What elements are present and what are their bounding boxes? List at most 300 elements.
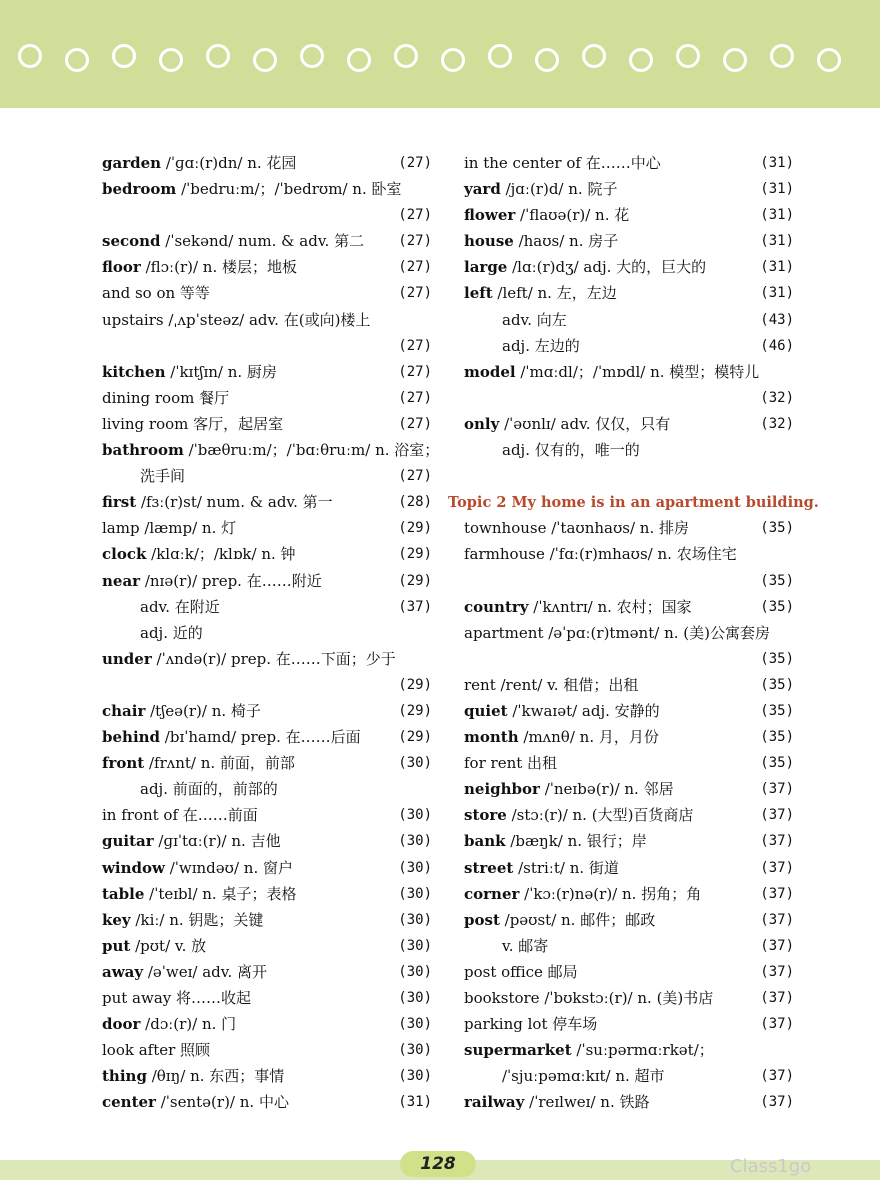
entry-text bbox=[102, 806, 258, 824]
watermark-text: Class1go bbox=[730, 1156, 812, 1177]
entry-definition: /ˈflaʊə(r)/ n. 花 bbox=[515, 206, 630, 225]
vocab-entry bbox=[464, 437, 794, 463]
entry-text bbox=[464, 363, 759, 381]
entry-definition: living room 客厅，起居室 bbox=[102, 414, 284, 433]
vocab-entry bbox=[464, 724, 794, 750]
circle-decoration-icon bbox=[394, 44, 418, 68]
entry-definition: /ˈsuːpərmɑːrkət/； bbox=[571, 1041, 714, 1060]
entry-text bbox=[102, 284, 210, 302]
vocab-entry bbox=[102, 594, 432, 620]
entry-definition: /nɪə(r)/ prep. 在……附近 bbox=[140, 571, 322, 590]
entry-text bbox=[102, 1093, 289, 1111]
entry-page-ref: (37) bbox=[398, 598, 432, 615]
entry-text bbox=[464, 1093, 650, 1111]
entry-definition: in the center of 在……中心 bbox=[464, 154, 661, 172]
entry-definition: /stɔː(r)/ n. (大型)百货商店 bbox=[506, 806, 694, 825]
entry-definition: /θɪŋ/ n. 东西；事情 bbox=[146, 1067, 285, 1086]
entry-text bbox=[464, 441, 640, 459]
entry-text bbox=[464, 728, 659, 746]
entry-page-ref: (30) bbox=[398, 1042, 432, 1059]
entry-page-ref: (31) bbox=[760, 285, 794, 302]
entry-page-ref: (31) bbox=[760, 233, 794, 250]
circle-decoration-icon bbox=[488, 44, 512, 68]
topic-heading bbox=[448, 489, 819, 515]
entry-text bbox=[102, 832, 281, 850]
entry-text bbox=[464, 963, 578, 981]
entry-definition: /ˈwɪndəʊ/ n. 窗户 bbox=[164, 858, 293, 877]
entry-text bbox=[102, 389, 229, 407]
vocab-entry bbox=[464, 802, 794, 828]
entry-text bbox=[464, 598, 692, 616]
vocab-entry bbox=[102, 698, 432, 724]
page-number: 128 bbox=[400, 1151, 476, 1177]
vocab-entry bbox=[464, 594, 794, 620]
vocab-entry bbox=[102, 959, 432, 985]
entry-page-ref: (27) bbox=[398, 389, 432, 406]
vocab-entry bbox=[102, 541, 432, 567]
entry-text bbox=[464, 519, 689, 537]
entry-definition: /ˈbæθruːm/；/ˈbɑːθruːm/ n. 浴室； bbox=[183, 441, 440, 460]
vocab-entry bbox=[464, 828, 794, 854]
entry-headword: behind bbox=[102, 728, 161, 747]
entry-page-ref: (31) bbox=[760, 181, 794, 198]
entry-page-ref: (28) bbox=[398, 494, 432, 511]
entry-text bbox=[102, 519, 236, 537]
circle-decoration-icon bbox=[253, 48, 277, 72]
entry-headword: post bbox=[464, 910, 500, 929]
vocab-entry bbox=[102, 985, 432, 1011]
entry-definition: lamp /læmp/ n. 灯 bbox=[102, 519, 237, 538]
entry-text bbox=[102, 702, 261, 720]
entry-definition: /fɜː(r)st/ num. & adv. 第一 bbox=[136, 493, 333, 512]
entry-text bbox=[464, 337, 580, 355]
entry-page-ref: (35) bbox=[760, 755, 794, 772]
entry-page-ref: (43) bbox=[760, 311, 794, 328]
entry-text bbox=[464, 284, 617, 302]
circle-decoration-icon bbox=[582, 44, 606, 68]
entry-page-ref: (37) bbox=[760, 963, 794, 980]
entry-page-ref: (37) bbox=[760, 911, 794, 928]
entry-page-ref: (30) bbox=[398, 1016, 432, 1033]
entry-page-ref: (32) bbox=[760, 415, 794, 432]
entry-page-ref: (29) bbox=[398, 572, 432, 589]
entry-definition: rent /rent/ v. 租借；出租 bbox=[464, 675, 639, 694]
entry-definition: /ˈkwaɪət/ adj. 安静的 bbox=[507, 701, 660, 720]
vocab-entry bbox=[102, 802, 432, 828]
circle-decoration-icon bbox=[347, 48, 371, 72]
entry-text bbox=[102, 441, 439, 459]
entry-text bbox=[102, 989, 251, 1007]
entry-definition: /jɑː(r)d/ n. 院子 bbox=[500, 180, 618, 199]
vocab-entry bbox=[464, 672, 794, 698]
vocab-entry bbox=[102, 907, 432, 933]
entry-text bbox=[102, 937, 206, 955]
circle-decoration-icon bbox=[65, 48, 89, 72]
entry-page-ref: (27) bbox=[398, 363, 432, 380]
circle-decoration-icon bbox=[817, 48, 841, 72]
entry-text bbox=[102, 1067, 284, 1085]
entry-headword: bedroom bbox=[102, 180, 177, 199]
entry-text bbox=[102, 415, 283, 433]
entry-page-ref: (37) bbox=[760, 781, 794, 798]
vocab-entry bbox=[102, 176, 432, 202]
vocab-entry bbox=[464, 985, 794, 1011]
circle-decoration-icon bbox=[159, 48, 183, 72]
entry-text bbox=[464, 780, 674, 798]
vocab-entry bbox=[464, 776, 794, 802]
entry-page-ref: (27) bbox=[398, 155, 432, 171]
entry-page-ref: (27) bbox=[398, 207, 432, 224]
vocab-entry bbox=[102, 280, 432, 306]
entry-headword: country bbox=[464, 597, 529, 616]
entry-text bbox=[102, 232, 364, 250]
entry-page-ref: (37) bbox=[760, 937, 794, 954]
entry-text bbox=[464, 415, 670, 433]
entry-definition: 洗手间 bbox=[140, 467, 186, 486]
entry-text bbox=[102, 1041, 210, 1059]
entry-headword: supermarket bbox=[464, 1041, 572, 1060]
vocab-entry bbox=[464, 750, 794, 776]
vocab-entry bbox=[464, 254, 794, 280]
entry-headword: floor bbox=[102, 258, 141, 277]
entry-page-ref: (29) bbox=[398, 729, 432, 746]
entry-text bbox=[464, 258, 706, 276]
entry-page-ref: (29) bbox=[398, 702, 432, 719]
entry-headword: table bbox=[102, 884, 145, 903]
entry-headword: quiet bbox=[464, 701, 508, 720]
entry-page-ref: (46) bbox=[760, 337, 794, 354]
entry-text bbox=[102, 363, 277, 381]
entry-page-ref: (35) bbox=[760, 650, 794, 667]
entry-text bbox=[102, 650, 396, 668]
entry-text bbox=[464, 206, 629, 224]
entry-text bbox=[464, 154, 661, 172]
entry-page-ref: (31) bbox=[760, 207, 794, 224]
entry-definition: /ɡɪˈtɑː(r)/ n. 吉他 bbox=[153, 832, 281, 851]
entry-definition: /dɔː(r)/ n. 门 bbox=[140, 1015, 237, 1034]
entry-definition: /ˈɡɑː(r)dn/ n. 花园 bbox=[161, 154, 297, 172]
vocab-entry bbox=[464, 1063, 794, 1089]
vocab-entry bbox=[464, 541, 794, 567]
entry-page-ref: (37) bbox=[760, 1016, 794, 1033]
vocab-entry bbox=[102, 724, 432, 750]
entry-page-ref: (30) bbox=[398, 807, 432, 824]
vocab-entry bbox=[102, 1011, 432, 1037]
entry-definition: adj. 近的 bbox=[140, 623, 203, 642]
vocab-entry bbox=[102, 1037, 432, 1063]
entry-page-ref: (31) bbox=[398, 1094, 432, 1111]
entry-headword: flower bbox=[464, 206, 516, 225]
vocab-entry bbox=[464, 515, 794, 541]
vocab-entry bbox=[464, 881, 794, 907]
entry-page-ref: (31) bbox=[760, 259, 794, 276]
vocab-entry bbox=[464, 855, 794, 881]
entry-text bbox=[464, 832, 647, 850]
entry-headword: store bbox=[464, 806, 507, 825]
circle-decoration-icon bbox=[629, 48, 653, 72]
entry-headword: clock bbox=[102, 545, 147, 564]
circle-decoration-icon bbox=[535, 48, 559, 72]
entry-definition: /ˈmɑːdl/；/ˈmɒdl/ n. 模型；模特儿 bbox=[515, 362, 760, 381]
entry-headword: model bbox=[464, 362, 516, 381]
entry-page-ref: (37) bbox=[760, 859, 794, 876]
entry-text bbox=[464, 989, 713, 1007]
entry-page-ref: (30) bbox=[398, 859, 432, 876]
entry-text bbox=[102, 754, 295, 772]
entry-definition: and so on 等等 bbox=[102, 284, 210, 303]
entry-headword: second bbox=[102, 232, 161, 251]
entry-page-ref: (29) bbox=[398, 676, 432, 693]
vocab-entry bbox=[102, 515, 432, 541]
vocab-entry bbox=[464, 385, 794, 411]
vocab-entry bbox=[102, 1063, 432, 1089]
entry-headword: center bbox=[102, 1093, 156, 1112]
entry-headword: bank bbox=[464, 832, 506, 851]
entry-text bbox=[464, 624, 770, 642]
vocab-entry bbox=[102, 463, 432, 489]
entry-page-ref: (30) bbox=[398, 833, 432, 850]
vocab-entry bbox=[464, 933, 794, 959]
entry-definition: /ˈreɪlweɪ/ n. 铁路 bbox=[524, 1093, 650, 1112]
entry-page-ref: (30) bbox=[398, 1068, 432, 1085]
entry-page-ref: (35) bbox=[760, 729, 794, 746]
vocab-entry bbox=[102, 568, 432, 594]
circle-decoration-icon bbox=[112, 44, 136, 68]
entry-page-ref: (27) bbox=[398, 233, 432, 250]
entry-page-ref: (35) bbox=[760, 572, 794, 589]
entry-definition: farmhouse /ˈfɑː(r)mhaʊs/ n. 农场住宅 bbox=[464, 545, 737, 564]
entry-headword: put bbox=[102, 936, 131, 955]
circle-decoration-icon bbox=[770, 44, 794, 68]
entry-headword: month bbox=[464, 728, 519, 747]
entry-definition: /ˈsekənd/ num. & adv. 第二 bbox=[160, 232, 365, 251]
entry-definition: /lɑː(r)dʒ/ adj. 大的，巨大的 bbox=[507, 258, 707, 277]
circle-decoration-icon bbox=[300, 44, 324, 68]
vocab-entry bbox=[464, 698, 794, 724]
entry-definition: /ˈəʊnlɪ/ adv. 仅仅，只有 bbox=[499, 414, 671, 433]
entry-text bbox=[102, 598, 220, 616]
circle-decoration-icon bbox=[18, 44, 42, 68]
entry-text bbox=[102, 885, 296, 903]
vocab-entry bbox=[102, 881, 432, 907]
entry-headword: railway bbox=[464, 1093, 525, 1112]
entry-definition: adv. 在附近 bbox=[140, 597, 220, 616]
vocab-entry bbox=[464, 333, 794, 359]
vocab-entry bbox=[102, 646, 432, 672]
entry-text bbox=[464, 545, 737, 563]
entry-definition: look after 照顾 bbox=[102, 1041, 211, 1060]
entry-definition: /ˈneɪbə(r)/ n. 邻居 bbox=[539, 780, 674, 799]
entry-definition: /ˈkɔː(r)nə(r)/ n. 拐角；角 bbox=[519, 884, 702, 903]
vocab-entry bbox=[102, 672, 432, 698]
entry-headword: garden bbox=[102, 154, 162, 172]
entry-definition: /flɔː(r)/ n. 楼层；地板 bbox=[140, 258, 298, 277]
vocab-entry bbox=[102, 1089, 432, 1115]
entry-text bbox=[102, 859, 293, 877]
entry-headword: window bbox=[102, 858, 165, 877]
entry-text bbox=[102, 911, 263, 929]
entry-page-ref: (32) bbox=[760, 389, 794, 406]
entry-headword: kitchen bbox=[102, 362, 166, 381]
entry-headword: neighbor bbox=[464, 780, 540, 799]
vocab-entry bbox=[464, 620, 794, 646]
entry-definition: /klɑːk/；/klɒk/ n. 钟 bbox=[146, 545, 296, 564]
entry-headword: thing bbox=[102, 1067, 147, 1086]
circle-decoration-icon bbox=[676, 44, 700, 68]
entry-definition: /striːt/ n. 街道 bbox=[513, 858, 619, 877]
entry-page-ref: (30) bbox=[398, 963, 432, 980]
entry-text bbox=[102, 154, 296, 172]
entry-definition: /ˈkɪtʃɪn/ n. 厨房 bbox=[165, 362, 277, 381]
entry-page-ref: (27) bbox=[398, 468, 432, 485]
vocab-entry bbox=[102, 385, 432, 411]
entry-text bbox=[464, 911, 655, 929]
entry-text bbox=[102, 780, 278, 798]
entry-page-ref: (37) bbox=[760, 990, 794, 1006]
vocab-entry bbox=[102, 750, 432, 776]
right-vocab-column bbox=[448, 150, 819, 1115]
entry-headword: only bbox=[464, 414, 500, 433]
entry-headword: key bbox=[102, 910, 131, 929]
vocab-entry bbox=[102, 855, 432, 881]
vocab-entry bbox=[464, 1037, 794, 1063]
entry-text bbox=[102, 311, 370, 329]
entry-definition: /ˈkʌntrɪ/ n. 农村；国家 bbox=[528, 597, 692, 616]
vocab-entry bbox=[464, 228, 794, 254]
entry-text bbox=[464, 311, 567, 329]
entry-headword: guitar bbox=[102, 832, 154, 851]
entry-definition: in front of 在……前面 bbox=[102, 806, 258, 825]
entry-definition: /ˈsentə(r)/ n. 中心 bbox=[155, 1093, 289, 1112]
entry-text bbox=[102, 624, 203, 642]
entry-definition: /ˈʌndə(r)/ prep. 在……下面；少于 bbox=[151, 649, 396, 668]
vocab-entry bbox=[102, 254, 432, 280]
entry-definition: /ˈbedruːm/；/ˈbedrʊm/ n. 卧室 bbox=[176, 180, 402, 199]
entry-page-ref: (37) bbox=[760, 807, 794, 824]
entry-text bbox=[102, 1015, 236, 1033]
entry-page-ref: (27) bbox=[398, 415, 432, 432]
entry-text bbox=[464, 702, 660, 720]
entry-text bbox=[464, 885, 701, 903]
entry-text bbox=[464, 1067, 665, 1085]
entry-page-ref: (30) bbox=[398, 937, 432, 954]
entry-page-ref: (30) bbox=[398, 885, 432, 902]
entry-page-ref: (27) bbox=[398, 337, 432, 354]
entry-text bbox=[464, 676, 638, 694]
entry-text bbox=[464, 754, 557, 772]
entry-definition: /tʃeə(r)/ n. 椅子 bbox=[145, 701, 261, 720]
circle-decoration-icon bbox=[206, 44, 230, 68]
entry-page-ref: (35) bbox=[760, 598, 794, 615]
entry-page-ref: (35) bbox=[760, 520, 794, 537]
entry-definition: /frʌnt/ n. 前面，前部 bbox=[144, 754, 295, 773]
entry-page-ref: (27) bbox=[398, 285, 432, 302]
vocab-entry bbox=[464, 202, 794, 228]
vocab-entry bbox=[102, 202, 432, 228]
entry-text bbox=[464, 1015, 597, 1033]
entry-headword: left bbox=[464, 284, 493, 303]
entry-headword: first bbox=[102, 493, 137, 512]
header-banner bbox=[0, 0, 880, 108]
vocab-entry bbox=[464, 907, 794, 933]
entry-text bbox=[464, 232, 618, 250]
entry-definition: townhouse /ˈtaʊnhaʊs/ n. 排房 bbox=[464, 519, 689, 538]
entry-headword: large bbox=[464, 258, 508, 277]
entry-page-ref: (30) bbox=[398, 990, 432, 1006]
entry-text bbox=[102, 493, 333, 511]
entry-definition: /haʊs/ n. 房子 bbox=[513, 232, 619, 251]
vocab-entry bbox=[102, 333, 432, 359]
entry-definition: adj. 仅有的，唯一的 bbox=[502, 441, 640, 460]
entry-definition: /əˈweɪ/ adv. 离开 bbox=[143, 962, 268, 981]
entry-definition: /ˈteɪbl/ n. 桌子；表格 bbox=[144, 884, 297, 903]
entry-headword: door bbox=[102, 1015, 141, 1034]
entry-definition: post office 邮局 bbox=[464, 962, 578, 981]
vocab-entry bbox=[102, 620, 432, 646]
entry-headword: house bbox=[464, 232, 514, 251]
entry-page-ref: (35) bbox=[760, 676, 794, 693]
entry-text bbox=[102, 728, 361, 746]
vocab-entry bbox=[102, 228, 432, 254]
vocab-entry bbox=[464, 359, 794, 385]
entry-page-ref: (29) bbox=[398, 546, 432, 563]
vocab-entry bbox=[102, 359, 432, 385]
entry-definition: parking lot 停车场 bbox=[464, 1015, 598, 1034]
entry-headword: street bbox=[464, 858, 514, 877]
topic-title: Topic 2 My home is in an apartment building. bbox=[448, 494, 819, 512]
entry-page-ref: (31) bbox=[760, 155, 794, 171]
entry-text bbox=[102, 545, 296, 563]
entry-text bbox=[464, 806, 693, 824]
vocab-entry bbox=[102, 933, 432, 959]
vocab-entry bbox=[102, 828, 432, 854]
vocab-entry bbox=[102, 437, 440, 463]
entry-page-ref: (29) bbox=[398, 520, 432, 537]
vocab-entry bbox=[464, 463, 794, 489]
vocab-entry bbox=[464, 411, 794, 437]
entry-definition: /bɪˈhaɪnd/ prep. 在……后面 bbox=[160, 728, 361, 747]
entry-definition: adj. 左边的 bbox=[502, 336, 580, 355]
entry-text bbox=[464, 937, 548, 955]
entry-definition: /kiː/ n. 钥匙；关键 bbox=[130, 910, 264, 929]
circle-decoration-icon bbox=[441, 48, 465, 72]
entry-definition: /pəʊst/ n. 邮件；邮政 bbox=[499, 910, 656, 929]
entry-text bbox=[102, 467, 185, 485]
vocab-entry bbox=[464, 646, 794, 672]
vocab-entry bbox=[102, 150, 432, 176]
entry-definition: adj. 前面的，前部的 bbox=[140, 780, 278, 799]
entry-page-ref: (35) bbox=[760, 702, 794, 719]
entry-text bbox=[464, 180, 617, 198]
entry-text bbox=[464, 859, 619, 877]
entry-page-ref: (30) bbox=[398, 755, 432, 772]
entry-headword: corner bbox=[464, 884, 520, 903]
entry-definition: for rent 出租 bbox=[464, 754, 558, 773]
entry-headword: front bbox=[102, 754, 145, 773]
entry-page-ref: (37) bbox=[760, 885, 794, 902]
vocab-entry bbox=[464, 959, 794, 985]
entry-definition: adv. 向左 bbox=[502, 310, 567, 329]
entry-definition: v. 邮寄 bbox=[502, 936, 549, 955]
entry-text bbox=[102, 963, 267, 981]
vocab-entry bbox=[464, 280, 794, 306]
entry-definition: /bæŋk/ n. 银行；岸 bbox=[505, 832, 647, 851]
left-vocab-column bbox=[102, 150, 440, 1115]
entry-page-ref: (37) bbox=[760, 833, 794, 850]
entry-headword: under bbox=[102, 649, 152, 668]
entry-page-ref: (27) bbox=[398, 259, 432, 276]
entry-page-ref: (37) bbox=[760, 1094, 794, 1111]
